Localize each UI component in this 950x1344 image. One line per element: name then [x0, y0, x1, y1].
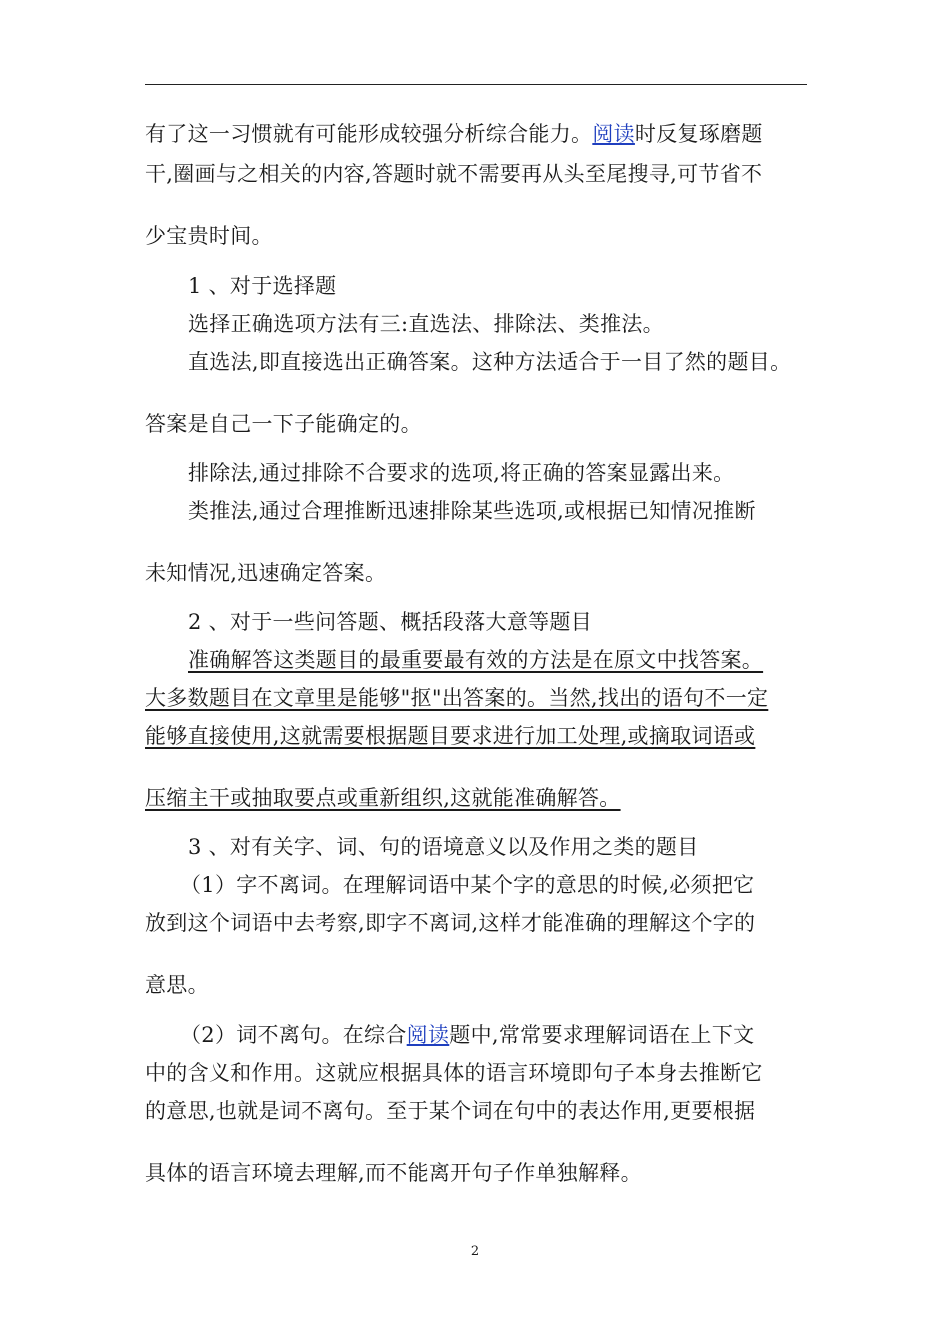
text-line: 放到这个词语中去考察,即字不离词,这样才能准确的理解这个字的 — [145, 911, 756, 935]
text-line: 意思。 — [145, 973, 209, 997]
text-line: 干,圈画与之相关的内容,答题时就不需要再从头至尾搜寻,可节省不 — [145, 162, 763, 186]
page-number: 2 — [470, 1244, 480, 1259]
text-line: 未知情况,迅速确定答案。 — [145, 561, 387, 585]
underlined-line: 能够直接使用,这就需要根据题目要求进行加工处理,或摘取词语或 — [145, 724, 756, 748]
text-line: 答案是自己一下子能确定的。 — [145, 412, 422, 436]
text-line: 的意思,也就是词不离句。至于某个词在句中的表达作用,更要根据 — [145, 1099, 756, 1123]
reading-link[interactable]: 阅读 — [406, 1023, 450, 1047]
underlined-line: 准确解答这类题目的最重要最有效的方法是在原文中找答案。 — [188, 648, 764, 672]
text-line — [145, 120, 763, 148]
text-segment: 有了这一习惯就有可能形成较强分析综合能力。 — [145, 122, 593, 146]
text-line: （1）字不离词。在理解词语中某个字的意思的时候,必须把它 — [180, 873, 755, 897]
text-line: 中的含义和作用。这就应根据具体的语言环境即句子本身去推断它 — [145, 1061, 763, 1085]
text-line: 少宝贵时间。 — [145, 224, 273, 248]
text-segment: 题中,常常要求理解词语在上下文 — [449, 1023, 755, 1047]
text-line — [180, 1021, 754, 1049]
text-line: 具体的语言环境去理解,而不能离开句子作单独解释。 — [145, 1161, 642, 1185]
section-heading-1: 1 、对于选择题 — [188, 274, 337, 298]
text-line: 类推法,通过合理推断迅速排除某些选项,或根据已知情况推断 — [188, 499, 756, 523]
underlined-line: 压缩主干或抽取要点或重新组织,这就能准确解答。 — [145, 786, 621, 810]
text-line: 选择正确选项方法有三:直选法、排除法、类推法。 — [188, 312, 664, 336]
section-heading-3: 3 、对有关字、词、句的语境意义以及作用之类的题目 — [188, 835, 699, 859]
text-segment: 时反复琢磨题 — [634, 122, 763, 146]
header-rule — [145, 84, 807, 85]
text-segment: （2）词不离句。在综合 — [180, 1023, 407, 1047]
text-line: 排除法,通过排除不合要求的选项,将正确的答案显露出来。 — [188, 461, 735, 485]
reading-link[interactable]: 阅读 — [592, 122, 635, 146]
section-heading-2: 2 、对于一些问答题、概括段落大意等题目 — [188, 610, 593, 634]
text-line: 直选法,即直接选出正确答案。这种方法适合于一目了然的题目。 — [188, 350, 792, 374]
underlined-line: 大多数题目在文章里是能够"抠"出答案的。当然,找出的语句不一定 — [145, 686, 769, 710]
